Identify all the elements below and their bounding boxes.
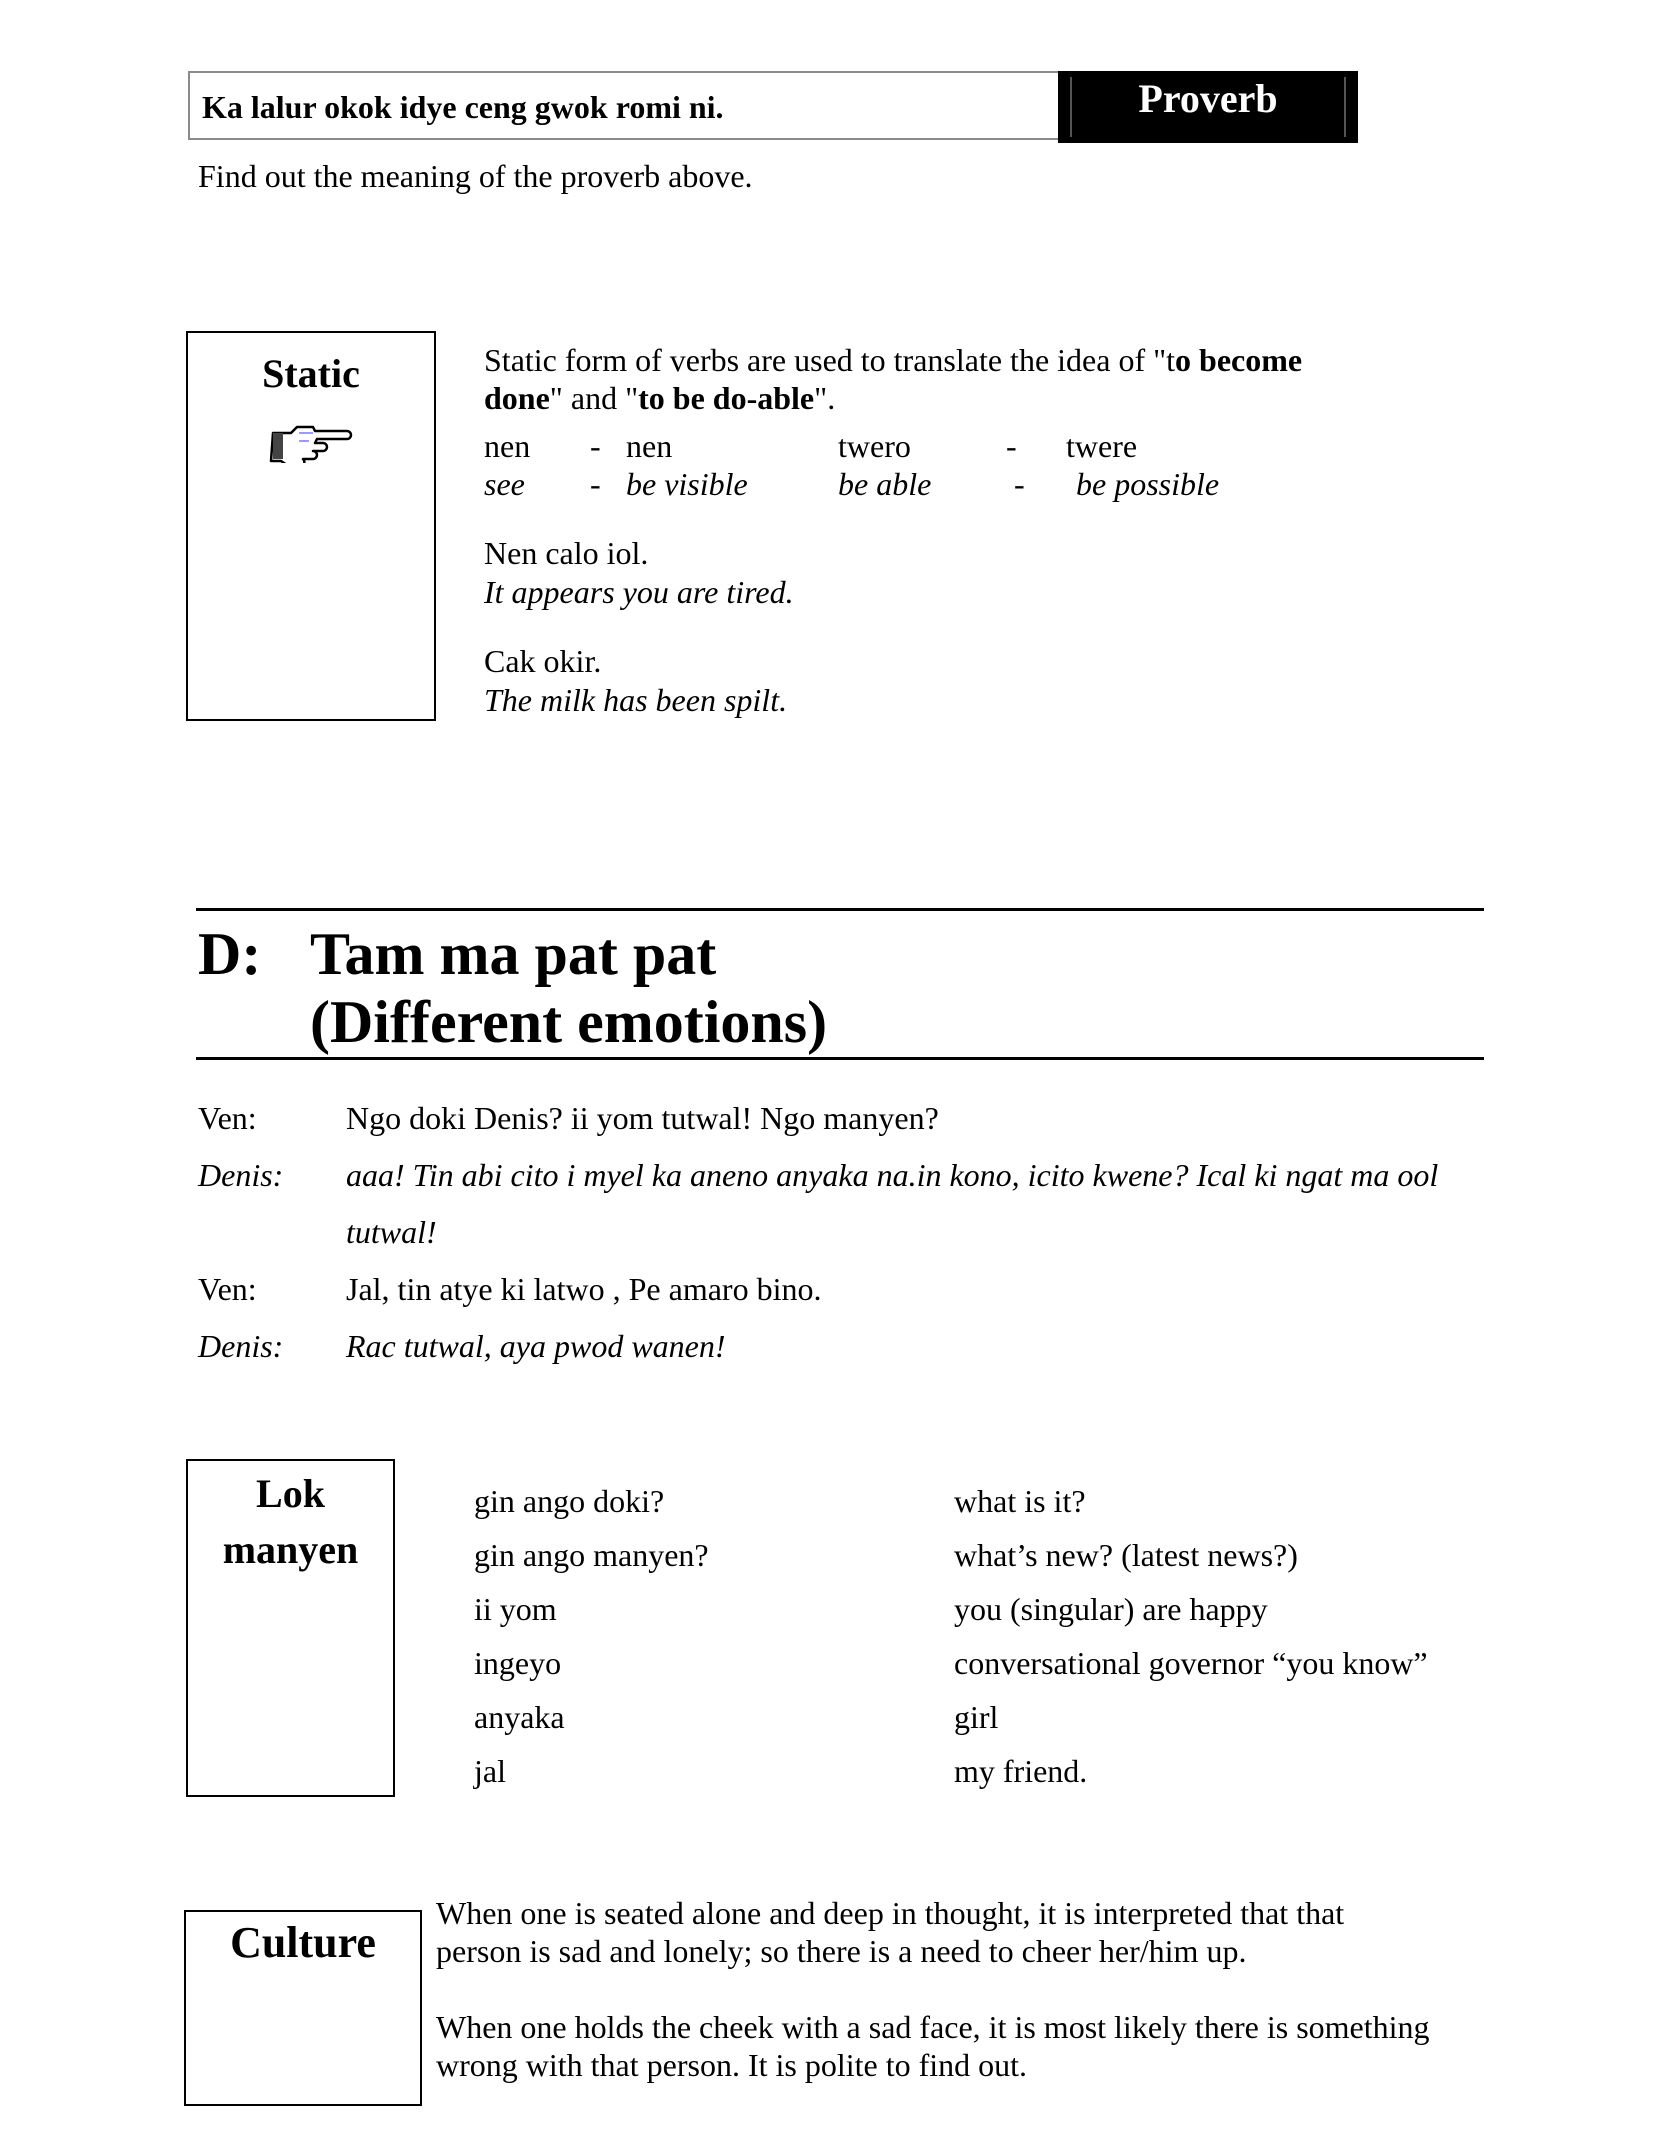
proverb-text: Ka lalur okok idye ceng gwok romi ni. bbox=[188, 71, 1058, 140]
vocab-meaning: you (singular) are happy bbox=[954, 1591, 1268, 1627]
vocabulary-box-title-1: Lok bbox=[256, 1471, 325, 1516]
static-box bbox=[186, 331, 436, 721]
vocab-meaning: conversational governor “you know” bbox=[954, 1645, 1428, 1681]
dash-1: - bbox=[590, 428, 601, 464]
vocab-term: jal bbox=[474, 1753, 506, 1789]
dialogue-line bbox=[198, 1318, 1488, 1375]
speaker: Ven: bbox=[198, 1100, 257, 1136]
meaning-1: see bbox=[484, 466, 525, 502]
section-title: Tam ma pat pat bbox=[310, 921, 717, 987]
meaning-2: be able bbox=[838, 466, 932, 502]
dialogue-line bbox=[198, 1261, 1488, 1318]
example-2 bbox=[484, 642, 787, 720]
static-2: twere bbox=[1066, 428, 1138, 464]
vocab-meaning: what’s new? (latest news?) bbox=[954, 1537, 1298, 1573]
culture-box-title: Culture bbox=[230, 1918, 376, 1967]
vocab-term: ii yom bbox=[474, 1591, 557, 1627]
culture-paragraph-2: When one holds the cheek with a sad face, it is most likely there is something wrong with that person. It is polite to find out. bbox=[436, 2009, 1430, 2083]
proverb-instruction: Find out the meaning of the proverb above. bbox=[198, 158, 753, 194]
heading-rule-bottom bbox=[196, 1057, 1484, 1060]
dash-2: - bbox=[1006, 428, 1017, 464]
utterance: aaa! Tin abi cito i myel ka aneno anyaka na.in kono, icito kwene? Ical ki ngat ma ool tutwal! bbox=[346, 1157, 1439, 1250]
dialogue-line bbox=[198, 1147, 1488, 1261]
utterance: Ngo doki Denis? ii yom tutwal! Ngo manyen? bbox=[346, 1100, 939, 1136]
static-box-title: Static bbox=[262, 351, 360, 396]
vocab-term: anyaka bbox=[474, 1699, 565, 1735]
example-1-text: Nen calo iol. bbox=[484, 535, 649, 571]
utterance: Rac tutwal, aya pwod wanen! bbox=[346, 1328, 726, 1364]
proverb-tag bbox=[1058, 71, 1358, 143]
vocab-meaning: girl bbox=[954, 1699, 999, 1735]
example-2-translation: The milk has been spilt. bbox=[484, 682, 788, 718]
vocabulary-box-title-2: manyen bbox=[222, 1527, 359, 1572]
utterance: Jal, tin atye ki latwo , Pe amaro bino. bbox=[346, 1271, 822, 1307]
speaker: Ven: bbox=[198, 1271, 257, 1307]
section-label: D: bbox=[198, 921, 262, 987]
proverb-tag-label: Proverb bbox=[1138, 76, 1278, 121]
culture-paragraph-1: When one is seated alone and deep in thought, it is interpreted that that person is sad and lonely; so there is a need to cheer her/him up. bbox=[436, 1895, 1345, 1969]
culture-box bbox=[184, 1910, 422, 2106]
static-1: nen bbox=[626, 428, 673, 464]
heading-rule-top bbox=[196, 908, 1484, 911]
static-intro: Static form of verbs are used to translate the idea of "to become done" and "to be do-able". bbox=[484, 342, 1303, 416]
static-meaning-2: be possible bbox=[1076, 466, 1220, 502]
vocab-meaning: what is it? bbox=[954, 1483, 1086, 1519]
example-1 bbox=[484, 534, 794, 612]
vocab-term: ingeyo bbox=[474, 1645, 562, 1681]
dialogue-line bbox=[198, 1090, 1488, 1147]
pointing-hand-icon bbox=[269, 419, 353, 463]
verb-2: twero bbox=[838, 428, 911, 464]
section-subtitle: (Different emotions) bbox=[310, 989, 828, 1055]
static-meaning-1: be visible bbox=[626, 466, 748, 502]
speaker: Denis: bbox=[198, 1328, 284, 1364]
dash-3: - bbox=[590, 466, 601, 502]
example-1-translation: It appears you are tired. bbox=[484, 574, 794, 610]
dash-4: - bbox=[1014, 466, 1025, 502]
speaker: Denis: bbox=[198, 1157, 284, 1193]
vocab-term: gin ango manyen? bbox=[474, 1537, 709, 1573]
section-heading bbox=[198, 920, 827, 1056]
vocab-term: gin ango doki? bbox=[474, 1483, 665, 1519]
example-2-text: Cak okir. bbox=[484, 643, 602, 679]
vocabulary-box bbox=[186, 1459, 395, 1797]
vocab-meaning: my friend. bbox=[954, 1753, 1088, 1789]
verb-1: nen bbox=[484, 428, 531, 464]
